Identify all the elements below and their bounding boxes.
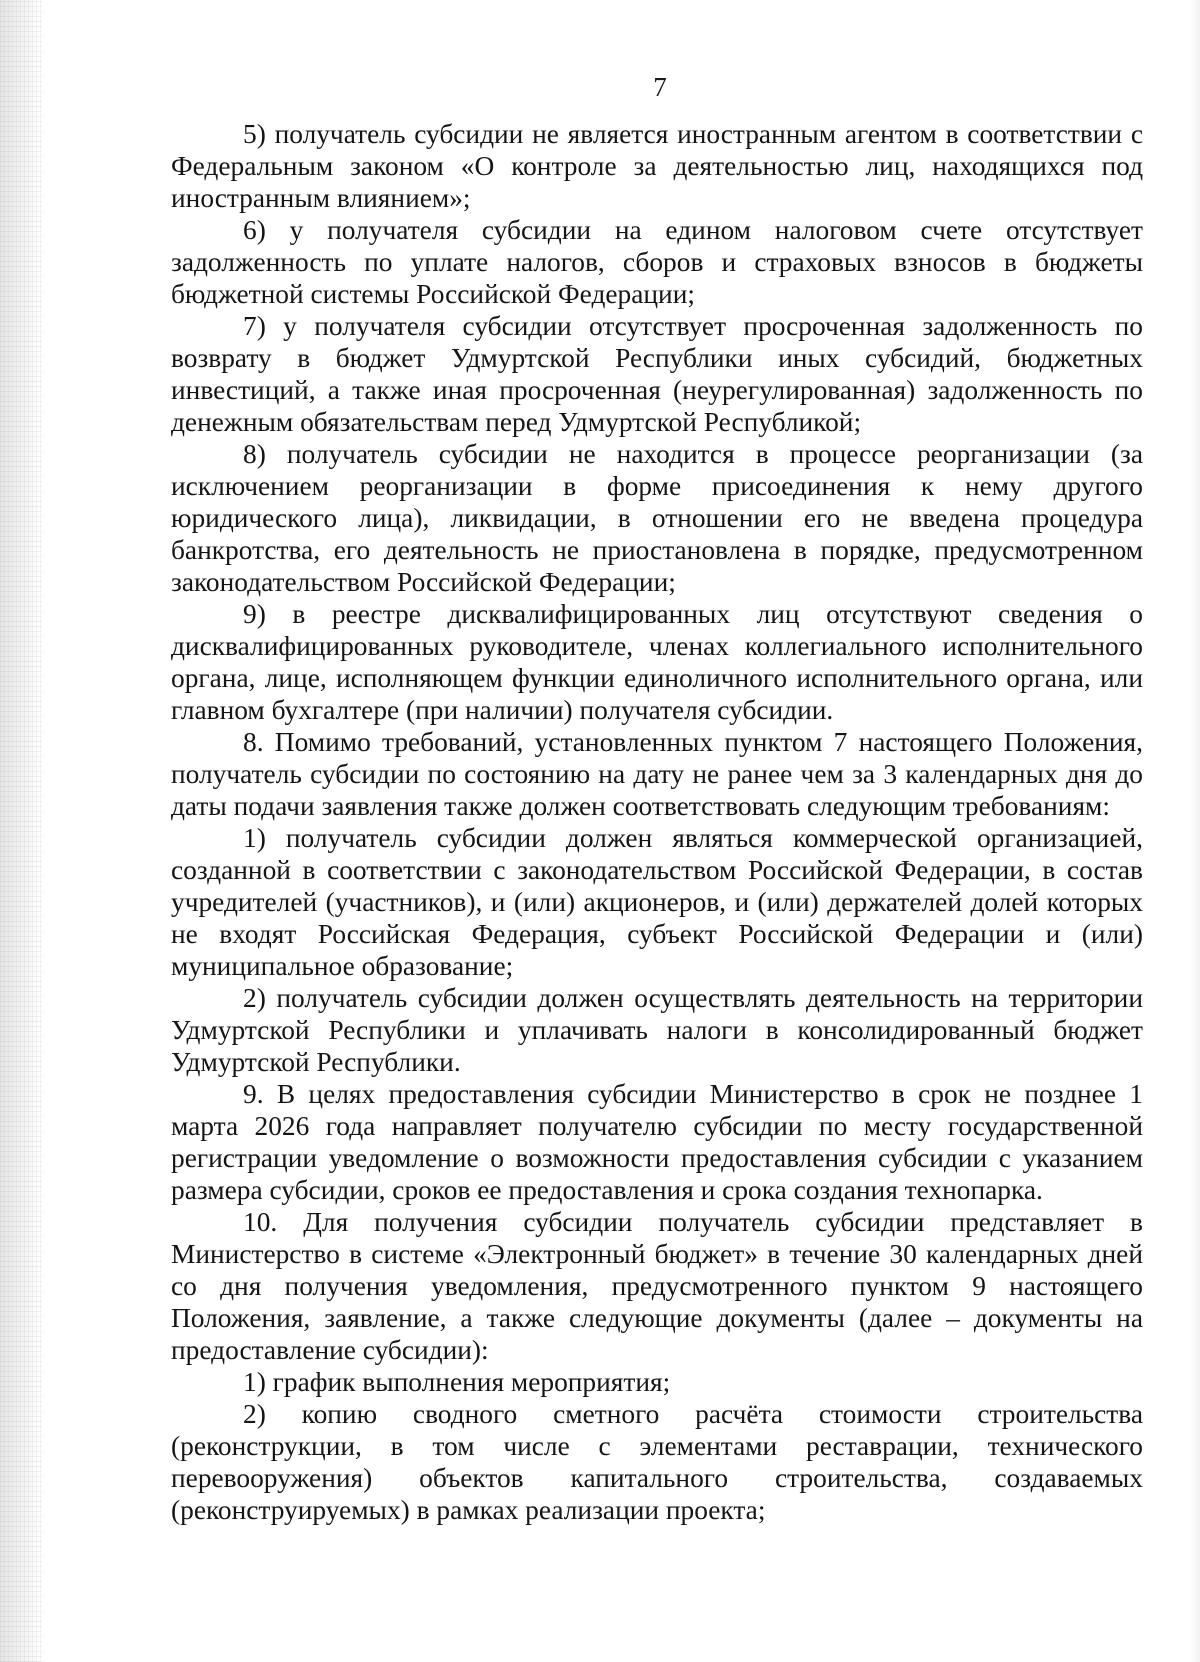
page-number: 7	[653, 72, 667, 102]
paragraph-8-reorganization: 8) получатель субсидии не находится в процессе реорганизации (за исключением реорганизации в форме присоединения к нему другого юридического лица), ликвидации, в отношении его не введена процедура банкротства, его деятельность не приостановлена в порядке, предусмотренном законодательством Российской Федерации;	[171, 439, 1143, 597]
scan-edge-right	[1190, 0, 1200, 1662]
document-body	[171, 118, 1143, 1526]
paragraph-7-overdue-debt: 7) у получателя субсидии отсутствует просроченная задолженность по возврату в бюджет Удмуртской Республики иных субсидий, бюджетных инвестиций, а также иная просроченная (неурегулированная) задолженность по денежным обязательствам перед Удмуртской Республикой;	[171, 311, 1143, 437]
section-10-documents: 10. Для получения субсидии получатель субсидии представляет в Министерство в системе «Электронный бюджет» в течение 30 календарных дней со дня получения уведомления, предусмотренного пунктом 9 настоящего Положения, заявление, а также следующие документы (далее – документы на предоставление субсидии):	[171, 1207, 1143, 1365]
paragraph-6-tax-debt: 6) у получателя субсидии на едином налоговом счете отсутствует задолженность по уплате налогов, сборов и страховых взносов в бюджеты бюджетной системы Российской Федерации;	[171, 215, 1143, 309]
section-9-notification: 9. В целях предоставления субсидии Министерство в срок не позднее 1 марта 2026 года направляет получателю субсидии по месту государственной регистрации уведомление о возможности предоставления субсидии с указанием размера субсидии, сроков ее предоставления и срока создания технопарка.	[171, 1079, 1143, 1205]
requirement-1-commercial-org: 1) получатель субсидии должен являться коммерческой организацией, созданной в соответствии с законодательством Российской Федерации, в состав учредителей (участников), и (или) акционеров, и (или) держателей долей которых не входят Российская Федерация, субъект Российской Федерации и (или) муниципальное образование;	[171, 823, 1143, 981]
paragraph-9-disqualified-persons: 9) в реестре дисквалифицированных лиц отсутствуют сведения о дисквалифицированных руководителе, членах коллегиального исполнительного органа, лице, исполняющем функции единоличного исполнительного органа, или главном бухгалтере (при наличии) получателя субсидии.	[171, 599, 1143, 725]
scan-edge-left	[0, 0, 42, 1662]
section-8-requirements: 8. Помимо требований, установленных пунктом 7 настоящего Положения, получатель субсидии по состоянию на дату не ранее чем за 3 календарных дня до даты подачи заявления также должен соответствовать следующим требованиям:	[171, 727, 1143, 821]
requirement-2-territory: 2) получатель субсидии должен осуществлять деятельность на территории Удмуртской Республики и уплачивать налоги в консолидированный бюджет Удмуртской Республики.	[171, 983, 1143, 1077]
paragraph-5-foreign-agent: 5) получатель субсидии не является иностранным агентом в соответствии с Федеральным законом «О контроле за деятельностью лиц, находящихся под иностранным влиянием»;	[171, 119, 1143, 213]
document-1-schedule: 1) график выполнения мероприятия;	[243, 1367, 671, 1397]
document-2-estimate: 2) копию сводного сметного расчёта стоимости строительства (реконструкции, в том числе с элементами реставрации, технического перевооружения) объектов капитального строительства, создаваемых (реконструируемых) в рамках реализации проекта;	[171, 1399, 1143, 1525]
